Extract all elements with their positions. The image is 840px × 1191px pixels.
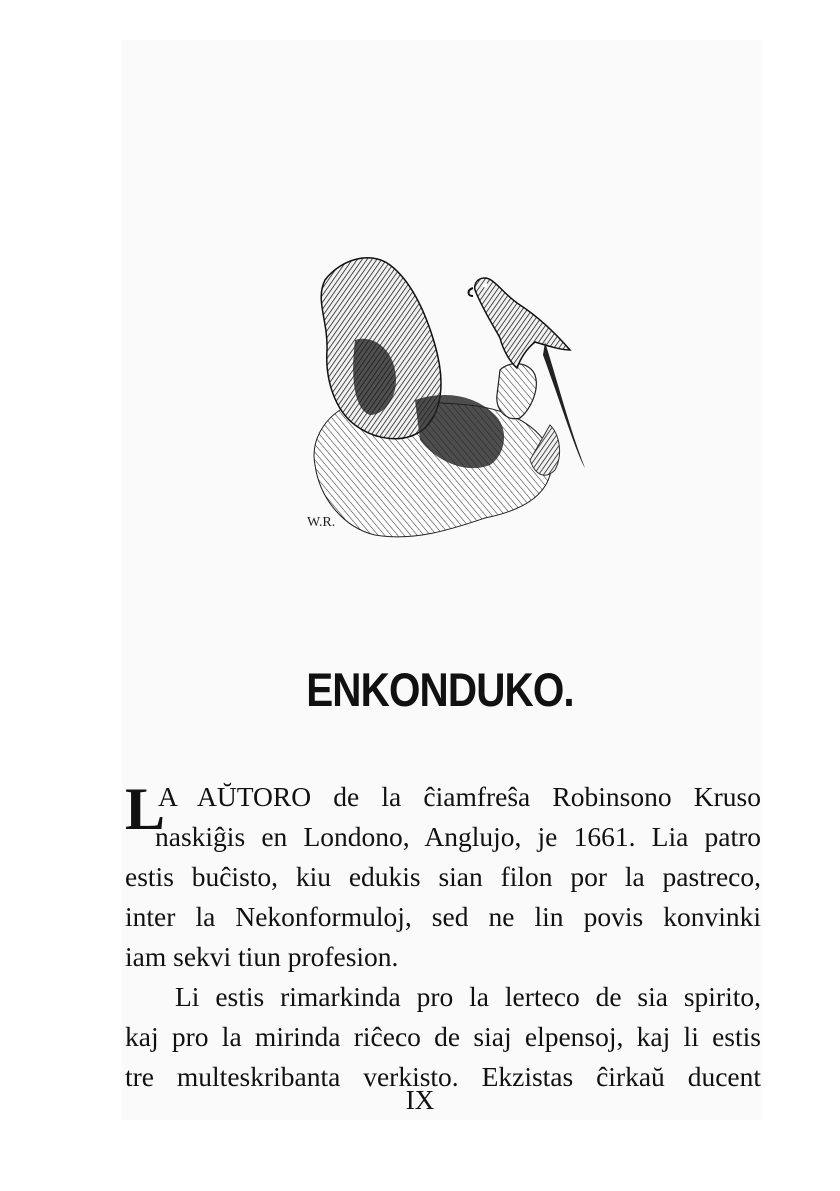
paragraph-2-line: kaj pro la mirinda riĉeco de siaj elpensoj, kaj li estis: [125, 1021, 761, 1052]
paragraph-2: [125, 977, 761, 1097]
chapter-title: ENKONDUKO.: [306, 663, 574, 716]
paragraph-2-line: Li estis rimarkinda pro la lerteco de sia spirito,: [175, 981, 761, 1012]
paragraph-1-line: inter la Nekonformuloj, sed ne lin povis konvinki: [125, 901, 761, 932]
paragraph-1-line: iam sekvi tiun profesion.: [125, 941, 399, 972]
page-number: IX: [405, 1085, 435, 1115]
engraver-signature: W.R.: [307, 515, 336, 530]
paragraph-1: [125, 777, 761, 977]
drop-cap: L: [125, 776, 166, 842]
paragraph-1-line: estis buĉisto, kiu edukis sian filon por la pastreco,: [125, 861, 761, 892]
castaway-with-parrot-engraving: [295, 250, 595, 550]
paragraph-1-line: A AŬTORO de la ĉiamfreŝa Robinsono Kruso: [158, 781, 761, 812]
paragraph-2-line: tre multeskribanta verkisto. Ekzistas ĉirkaŭ ducent: [125, 1061, 761, 1092]
paragraph-1-line: naskiĝis en Londono, Anglujo, je 1661. Lia patro: [155, 821, 761, 852]
